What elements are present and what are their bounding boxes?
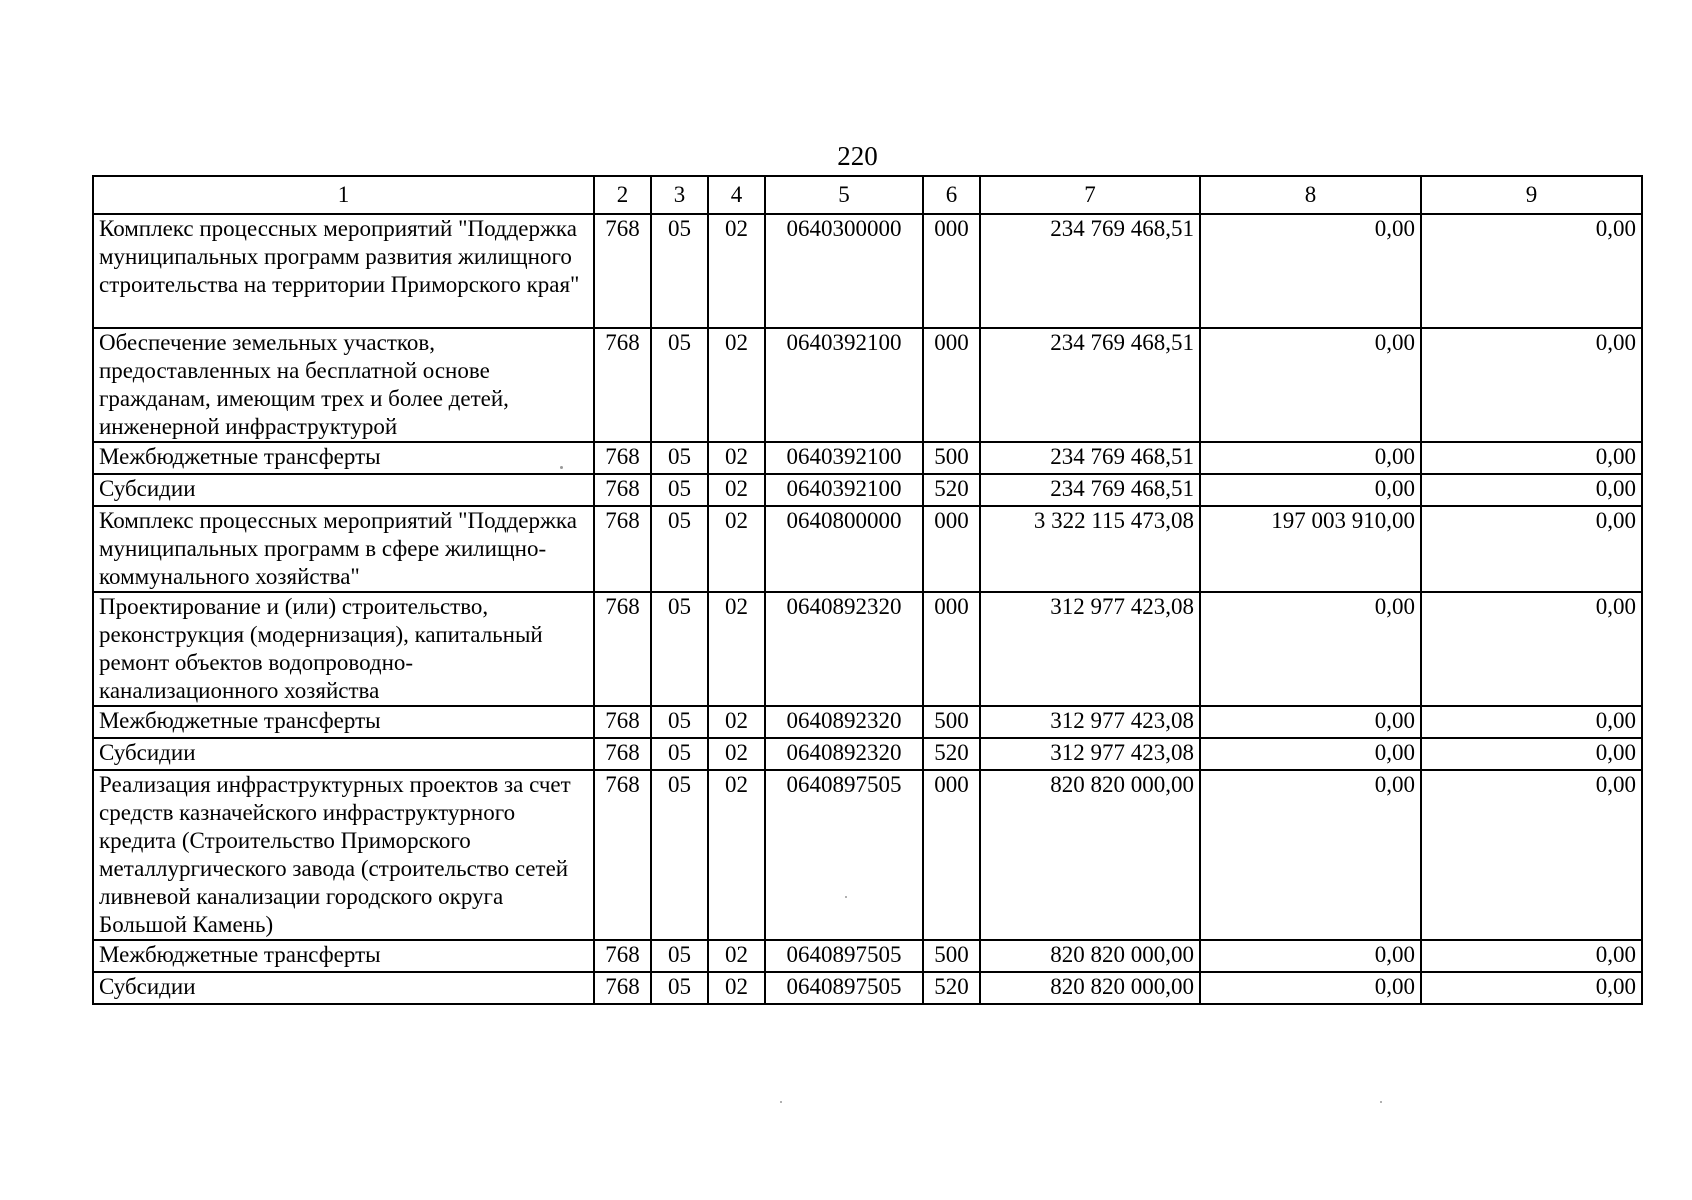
cell-amount-8: 0,00 — [1200, 972, 1421, 1004]
cell-target-code: 0640897505 — [765, 940, 923, 972]
cell-ministry-code: 768 — [594, 940, 651, 972]
cell-target-code: 0640892320 — [765, 706, 923, 738]
table-row — [93, 592, 1642, 706]
cell-amount-9: 0,00 — [1421, 940, 1642, 972]
cell-ministry-code: 768 — [594, 592, 651, 706]
cell-amount-7: 234 769 468,51 — [980, 214, 1200, 328]
cell-expense-type: 000 — [923, 328, 980, 442]
cell-ministry-code: 768 — [594, 738, 651, 770]
cell-amount-9: 0,00 — [1421, 328, 1642, 442]
cell-section-code: 05 — [651, 738, 708, 770]
cell-expense-type: 520 — [923, 474, 980, 506]
cell-subsection-code: 02 — [708, 972, 765, 1004]
cell-amount-8: 0,00 — [1200, 738, 1421, 770]
cell-amount-9: 0,00 — [1421, 738, 1642, 770]
cell-section-code: 05 — [651, 214, 708, 328]
row-name: Межбюджетные трансферты — [93, 442, 594, 474]
scan-speck — [560, 466, 563, 469]
cell-amount-8: 0,00 — [1200, 706, 1421, 738]
row-name: Проектирование и (или) строительство, реконструкция (модернизация), капитальный ремонт объектов водопроводно-канализационного хозяйства — [93, 592, 594, 706]
cell-amount-7: 312 977 423,08 — [980, 592, 1200, 706]
cell-amount-7: 234 769 468,51 — [980, 442, 1200, 474]
row-name: Комплекс процессных мероприятий "Поддержка муниципальных программ развития жилищного строительства на территории Приморского края" — [93, 214, 594, 328]
header-cell: 9 — [1421, 176, 1642, 214]
cell-amount-8: 0,00 — [1200, 442, 1421, 474]
cell-amount-7: 820 820 000,00 — [980, 940, 1200, 972]
cell-amount-9: 0,00 — [1421, 442, 1642, 474]
cell-amount-8: 0,00 — [1200, 214, 1421, 328]
cell-expense-type: 500 — [923, 940, 980, 972]
cell-amount-8: 0,00 — [1200, 592, 1421, 706]
header-cell: 3 — [651, 176, 708, 214]
cell-subsection-code: 02 — [708, 738, 765, 770]
cell-amount-9: 0,00 — [1421, 706, 1642, 738]
header-cell: 6 — [923, 176, 980, 214]
cell-expense-type: 520 — [923, 972, 980, 1004]
cell-amount-8: 0,00 — [1200, 940, 1421, 972]
table-row — [93, 506, 1642, 592]
table-row — [93, 442, 1642, 474]
cell-subsection-code: 02 — [708, 506, 765, 592]
cell-target-code: 0640897505 — [765, 972, 923, 1004]
cell-amount-9: 0,00 — [1421, 592, 1642, 706]
row-name: Межбюджетные трансферты — [93, 940, 594, 972]
cell-amount-9: 0,00 — [1421, 972, 1642, 1004]
cell-subsection-code: 02 — [708, 442, 765, 474]
table-row — [93, 706, 1642, 738]
row-name: Субсидии — [93, 972, 594, 1004]
cell-expense-type: 000 — [923, 506, 980, 592]
cell-subsection-code: 02 — [708, 214, 765, 328]
cell-amount-7: 312 977 423,08 — [980, 738, 1200, 770]
cell-amount-8: 197 003 910,00 — [1200, 506, 1421, 592]
table-row — [93, 214, 1642, 328]
header-cell: 7 — [980, 176, 1200, 214]
cell-section-code: 05 — [651, 328, 708, 442]
cell-amount-9: 0,00 — [1421, 474, 1642, 506]
cell-target-code: 0640392100 — [765, 442, 923, 474]
cell-ministry-code: 768 — [594, 214, 651, 328]
cell-section-code: 05 — [651, 972, 708, 1004]
cell-section-code: 05 — [651, 706, 708, 738]
row-name: Реализация инфраструктурных проектов за счет средств казначейского инфраструктурного кредита (Строительство Приморского металлургического завода (строительство сетей ливневой канализации городского округа Большой Камень) — [93, 770, 594, 940]
cell-section-code: 05 — [651, 442, 708, 474]
row-name: Обеспечение земельных участков, предоставленных на бесплатной основе гражданам, имеющим трех и более детей, инженерной инфраструктурой — [93, 328, 594, 442]
header-cell: 5 — [765, 176, 923, 214]
header-cell: 1 — [93, 176, 594, 214]
scan-speck — [1380, 1101, 1382, 1103]
cell-ministry-code: 768 — [594, 506, 651, 592]
cell-amount-9: 0,00 — [1421, 214, 1642, 328]
cell-target-code: 0640800000 — [765, 506, 923, 592]
cell-target-code: 0640392100 — [765, 474, 923, 506]
header-cell: 4 — [708, 176, 765, 214]
cell-target-code: 0640892320 — [765, 738, 923, 770]
cell-expense-type: 000 — [923, 770, 980, 940]
cell-subsection-code: 02 — [708, 328, 765, 442]
row-name: Комплекс процессных мероприятий "Поддержка муниципальных программ в сфере жилищно-коммунального хозяйства" — [93, 506, 594, 592]
row-name: Субсидии — [93, 474, 594, 506]
cell-section-code: 05 — [651, 474, 708, 506]
cell-target-code: 0640392100 — [765, 328, 923, 442]
cell-expense-type: 500 — [923, 442, 980, 474]
cell-amount-8: 0,00 — [1200, 770, 1421, 940]
cell-amount-9: 0,00 — [1421, 770, 1642, 940]
cell-ministry-code: 768 — [594, 770, 651, 940]
cell-amount-7: 3 322 115 473,08 — [980, 506, 1200, 592]
cell-subsection-code: 02 — [708, 474, 765, 506]
cell-amount-9: 0,00 — [1421, 506, 1642, 592]
scan-speck — [780, 1101, 782, 1103]
cell-ministry-code: 768 — [594, 442, 651, 474]
cell-subsection-code: 02 — [708, 770, 765, 940]
table-row — [93, 738, 1642, 770]
budget-table — [92, 175, 1643, 1005]
cell-expense-type: 500 — [923, 706, 980, 738]
table-row — [93, 972, 1642, 1004]
cell-section-code: 05 — [651, 592, 708, 706]
cell-subsection-code: 02 — [708, 592, 765, 706]
cell-amount-7: 820 820 000,00 — [980, 972, 1200, 1004]
cell-section-code: 05 — [651, 940, 708, 972]
cell-expense-type: 520 — [923, 738, 980, 770]
header-row — [93, 176, 1642, 214]
row-name: Межбюджетные трансферты — [93, 706, 594, 738]
cell-amount-7: 234 769 468,51 — [980, 328, 1200, 442]
cell-expense-type: 000 — [923, 592, 980, 706]
cell-subsection-code: 02 — [708, 706, 765, 738]
table-row — [93, 940, 1642, 972]
scan-speck — [845, 896, 847, 898]
cell-ministry-code: 768 — [594, 474, 651, 506]
cell-expense-type: 000 — [923, 214, 980, 328]
cell-target-code: 0640897505 — [765, 770, 923, 940]
row-name: Субсидии — [93, 738, 594, 770]
cell-ministry-code: 768 — [594, 972, 651, 1004]
cell-ministry-code: 768 — [594, 706, 651, 738]
cell-target-code: 0640300000 — [765, 214, 923, 328]
table-row — [93, 328, 1642, 442]
cell-subsection-code: 02 — [708, 940, 765, 972]
table-row — [93, 474, 1642, 506]
cell-ministry-code: 768 — [594, 328, 651, 442]
cell-amount-7: 234 769 468,51 — [980, 474, 1200, 506]
cell-amount-8: 0,00 — [1200, 328, 1421, 442]
cell-amount-7: 820 820 000,00 — [980, 770, 1200, 940]
header-cell: 8 — [1200, 176, 1421, 214]
cell-section-code: 05 — [651, 770, 708, 940]
cell-section-code: 05 — [651, 506, 708, 592]
cell-amount-7: 312 977 423,08 — [980, 706, 1200, 738]
page-number: 220 — [837, 141, 878, 171]
table-row — [93, 770, 1642, 940]
cell-amount-8: 0,00 — [1200, 474, 1421, 506]
cell-target-code: 0640892320 — [765, 592, 923, 706]
header-cell: 2 — [594, 176, 651, 214]
